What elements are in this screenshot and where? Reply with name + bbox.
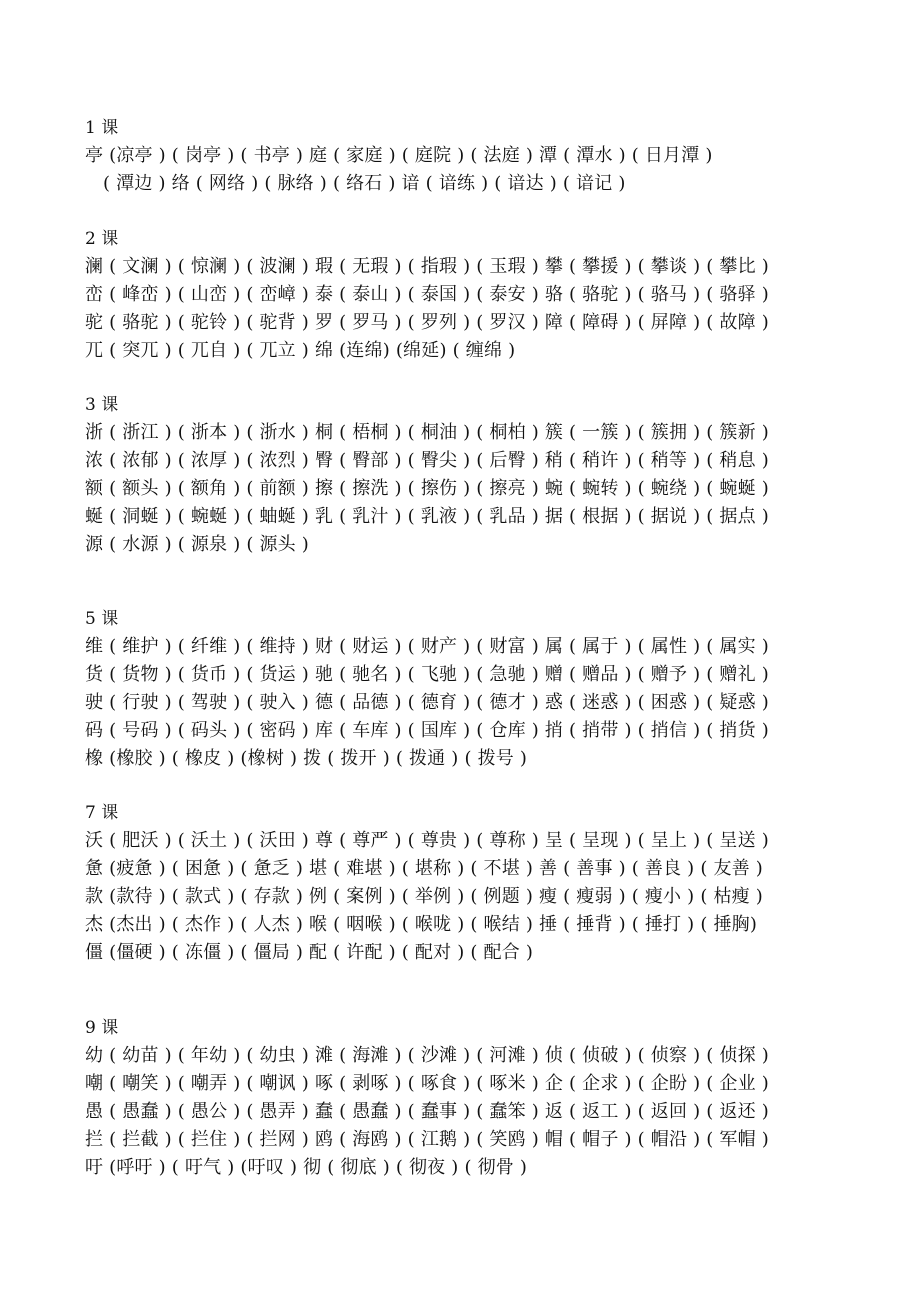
vocab-line: 浙 ( 浙江 ) ( 浙本 ) ( 浙水 ) 桐 ( 梧桐 ) ( 桐油 ) ( 桐柏 ) 簇 ( 一簇 ) ( 簇拥 ) ( 簇新 ): [85, 422, 769, 443]
vocab-line: 兀 ( 突兀 ) ( 兀自 ) ( 兀立 ) 绵 (连绵) (绵延) ( 缠绵 ): [85, 340, 516, 361]
lesson-3: [85, 391, 885, 559]
vocab-line: 吁 (呼吁 ) ( 吁气 ) (吁叹 ) 彻 ( 彻底 ) ( 彻夜 ) ( 彻骨 ): [85, 1157, 528, 1178]
lesson-title: 9 课: [85, 1018, 119, 1038]
vocab-line: 惫 (疲惫 ) ( 困惫 ) ( 惫乏 ) 堪 ( 难堪 ) ( 堪称 ) ( 不堪 ) 善 ( 善事 ) ( 善良 ) ( 友善 ): [85, 858, 764, 879]
lesson-1: [85, 114, 885, 198]
vocab-line: 码 ( 号码 ) ( 码头 ) ( 密码 ) 库 ( 车库 ) ( 国库 ) ( 仓库 ) 捎 ( 捎带 ) ( 捎信 ) ( 捎货 ): [85, 720, 769, 741]
vocab-line: 愚 ( 愚蠢 ) ( 愚公 ) ( 愚弄 ) 蠢 ( 愚蠢 ) ( 蠢事 ) ( 蠢笨 ) 返 ( 返工 ) ( 返回 ) ( 返还 ): [85, 1101, 769, 1122]
vocab-line: ( 潭边 ) 络 ( 网络 ) ( 脉络 ) ( 络石 ) 谙 ( 谙练 ) ( 谙达 ) ( 谙记 ): [103, 173, 626, 194]
vocab-line: 澜 ( 文澜 ) ( 惊澜 ) ( 波澜 ) 瑕 ( 无瑕 ) ( 指瑕 ) ( 玉瑕 ) 攀 ( 攀援 ) ( 攀谈 ) ( 攀比 ): [85, 256, 769, 277]
vocab-line: 橡 (橡胶 ) ( 橡皮 ) (橡树 ) 拨 ( 拨开 ) ( 拨通 ) ( 拨号 ): [85, 748, 528, 769]
vocab-line: 货 ( 货物 ) ( 货币 ) ( 货运 ) 驰 ( 驰名 ) ( 飞驰 ) ( 急驰 ) 赠 ( 赠品 ) ( 赠予 ) ( 赠礼 ): [85, 664, 769, 685]
lesson-title: 2 课: [85, 229, 119, 249]
vocab-line: 额 ( 额头 ) ( 额角 ) ( 前额 ) 擦 ( 擦洗 ) ( 擦伤 ) ( 擦亮 ) 蜿 ( 蜿转 ) ( 蜿绕 ) ( 蜿蜒 ): [85, 478, 769, 499]
lesson-2: [85, 225, 885, 365]
lesson-7: [85, 799, 885, 967]
lesson-9: [85, 1014, 885, 1182]
lesson-title: 1 课: [85, 118, 119, 138]
lesson-title: 7 课: [85, 803, 119, 823]
lesson-title: 3 课: [85, 395, 119, 415]
vocab-line: 浓 ( 浓郁 ) ( 浓厚 ) ( 浓烈 ) 臀 ( 臀部 ) ( 臀尖 ) ( 后臀 ) 稍 ( 稍许 ) ( 稍等 ) ( 稍息 ): [85, 450, 769, 471]
vocab-line: 沃 ( 肥沃 ) ( 沃土 ) ( 沃田 ) 尊 ( 尊严 ) ( 尊贵 ) ( 尊称 ) 呈 ( 呈现 ) ( 呈上 ) ( 呈送 ): [85, 830, 769, 851]
vocab-line: 维 ( 维护 ) ( 纤维 ) ( 维持 ) 财 ( 财运 ) ( 财产 ) ( 财富 ) 属 ( 属于 ) ( 属性 ) ( 属实 ): [85, 636, 769, 657]
vocab-line: 蜒 ( 洞蜒 ) ( 蜿蜒 ) ( 蚰蜒 ) 乳 ( 乳汁 ) ( 乳液 ) ( 乳品 ) 据 ( 根据 ) ( 据说 ) ( 据点 ): [85, 506, 769, 527]
vocab-line: 驼 ( 骆驼 ) ( 驼铃 ) ( 驼背 ) 罗 ( 罗马 ) ( 罗列 ) ( 罗汉 ) 障 ( 障碍 ) ( 屏障 ) ( 故障 ): [85, 312, 769, 333]
vocab-line: 峦 ( 峰峦 ) ( 山峦 ) ( 峦嶂 ) 泰 ( 泰山 ) ( 泰国 ) ( 泰安 ) 骆 ( 骆驼 ) ( 骆马 ) ( 骆驿 ): [85, 284, 769, 305]
vocab-line: 款 (款待 ) ( 款式 ) ( 存款 ) 例 ( 案例 ) ( 举例 ) ( 例题 ) 瘦 ( 瘦弱 ) ( 瘦小 ) ( 枯瘦 ): [85, 886, 764, 907]
vocab-line: 僵 (僵硬 ) ( 冻僵 ) ( 僵局 ) 配 ( 许配 ) ( 配对 ) ( 配合 ): [85, 942, 534, 963]
vocab-line: 驶 ( 行驶 ) ( 驾驶 ) ( 驶入 ) 德 ( 品德 ) ( 德育 ) ( 德才 ) 惑 ( 迷惑 ) ( 困惑 ) ( 疑惑 ): [85, 692, 769, 713]
lesson-title: 5 课: [85, 609, 119, 629]
vocab-line: 亭 (凉亭 ) ( 岗亭 ) ( 书亭 ) 庭 ( 家庭 ) ( 庭院 ) ( 法庭 ) 潭 ( 潭水 ) ( 日月潭 ): [85, 145, 713, 166]
vocab-line: 幼 ( 幼苗 ) ( 年幼 ) ( 幼虫 ) 滩 ( 海滩 ) ( 沙滩 ) ( 河滩 ) 侦 ( 侦破 ) ( 侦察 ) ( 侦探 ): [85, 1045, 769, 1066]
vocab-line: 源 ( 水源 ) ( 源泉 ) ( 源头 ): [85, 534, 310, 555]
vocab-line: 杰 (杰出 ) ( 杰作 ) ( 人杰 ) 喉 ( 咽喉 ) ( 喉咙 ) ( 喉结 ) 捶 ( 捶背 ) ( 捶打 ) ( 捶胸): [85, 914, 758, 935]
vocab-line: 拦 ( 拦截 ) ( 拦住 ) ( 拦网 ) 鸥 ( 海鸥 ) ( 江鹅 ) ( 笑鸥 ) 帽 ( 帽子 ) ( 帽沿 ) ( 军帽 ): [85, 1129, 769, 1150]
lesson-5: [85, 605, 885, 773]
vocab-line: 嘲 ( 嘲笑 ) ( 嘲弄 ) ( 嘲讽 ) 啄 ( 剥啄 ) ( 啄食 ) ( 啄米 ) 企 ( 企求 ) ( 企盼 ) ( 企业 ): [85, 1073, 769, 1094]
